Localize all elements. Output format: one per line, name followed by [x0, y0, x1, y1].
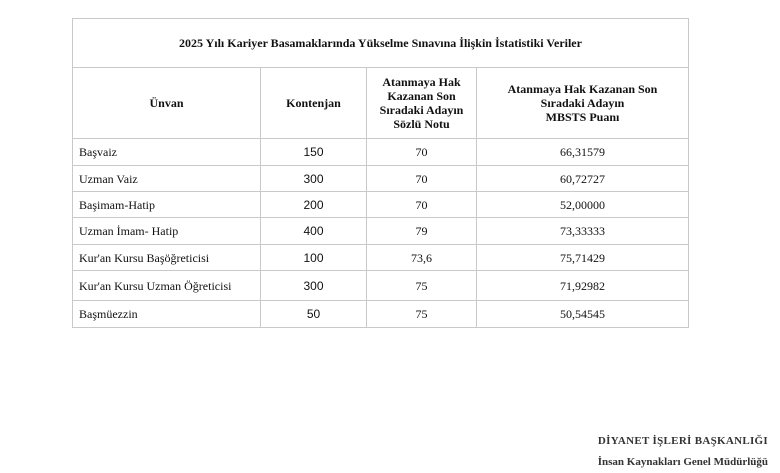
- table-title-cell: [73, 19, 689, 68]
- cell-unvan: Kur'an Kursu Başöğreticisi: [73, 245, 261, 271]
- table-row: [73, 218, 689, 245]
- cell-mbsts-puani: 50,54545: [477, 301, 689, 328]
- table-row: [73, 245, 689, 271]
- cell-sozlu-notu: 79: [367, 218, 477, 245]
- cell-kontenjan: 50: [261, 301, 367, 328]
- cell-sozlu-notu: 73,6: [367, 245, 477, 271]
- statistics-table: [72, 18, 689, 328]
- cell-kontenjan: 300: [261, 271, 367, 301]
- cell-sozlu-notu: 70: [367, 139, 477, 166]
- footer-institution: DİYANET İŞLERİ BAŞKANLIĞI: [597, 435, 768, 447]
- cell-unvan: Başimam-Hatip: [73, 192, 261, 218]
- header-mbsts-line: Sıradaki Adayın: [540, 96, 625, 110]
- cell-mbsts-puani: 60,72727: [477, 166, 689, 192]
- cell-mbsts-puani: 71,92982: [477, 271, 689, 301]
- header-kontenjan: [261, 68, 367, 139]
- cell-kontenjan: 400: [261, 218, 367, 245]
- header-sozlu-line: Sıradaki Adayın: [379, 103, 464, 117]
- cell-unvan: Başvaiz: [73, 139, 261, 166]
- header-unvan: [73, 68, 261, 139]
- cell-sozlu-notu: 70: [367, 192, 477, 218]
- header-mbsts-line: MBSTS Puanı: [545, 110, 620, 124]
- title-row: [73, 19, 689, 68]
- table-row: [73, 139, 689, 166]
- cell-unvan: Uzman İmam- Hatip: [73, 218, 261, 245]
- table-row: [73, 192, 689, 218]
- cell-unvan: Kur'an Kursu Uzman Öğreticisi: [73, 271, 261, 301]
- table-row: [73, 301, 689, 328]
- header-unvan-label: Ünvan: [149, 96, 184, 110]
- header-mbsts-line: Atanmaya Hak Kazanan Son: [507, 82, 658, 96]
- cell-sozlu-notu: 70: [367, 166, 477, 192]
- cell-mbsts-puani: 73,33333: [477, 218, 689, 245]
- header-sozlu-line: Atanmaya Hak: [382, 75, 461, 89]
- table-row: [73, 271, 689, 301]
- header-sozlu-line: Kazanan Son: [387, 89, 456, 103]
- table-title: 2025 Yılı Kariyer Basamaklarında Yükselme Sınavına İlişkin İstatistiki Veriler: [179, 36, 582, 50]
- cell-mbsts-puani: 52,00000: [477, 192, 689, 218]
- header-row: [73, 68, 689, 139]
- cell-kontenjan: 200: [261, 192, 367, 218]
- cell-mbsts-puani: 75,71429: [477, 245, 689, 271]
- cell-kontenjan: 300: [261, 166, 367, 192]
- header-sozlu-line: Sözlü Notu: [393, 117, 450, 131]
- cell-kontenjan: 150: [261, 139, 367, 166]
- header-sozlu-notu: [367, 68, 477, 139]
- cell-sozlu-notu: 75: [367, 271, 477, 301]
- footer-department: İnsan Kaynakları Genel Müdürlüğü: [597, 456, 768, 468]
- header-mbsts-puani: [477, 68, 689, 139]
- cell-mbsts-puani: 66,31579: [477, 139, 689, 166]
- header-kontenjan-label: Kontenjan: [286, 96, 341, 110]
- cell-sozlu-notu: 75: [367, 301, 477, 328]
- cell-kontenjan: 100: [261, 245, 367, 271]
- table-row: [73, 166, 689, 192]
- cell-unvan: Uzman Vaiz: [73, 166, 261, 192]
- cell-unvan: Başmüezzin: [73, 301, 261, 328]
